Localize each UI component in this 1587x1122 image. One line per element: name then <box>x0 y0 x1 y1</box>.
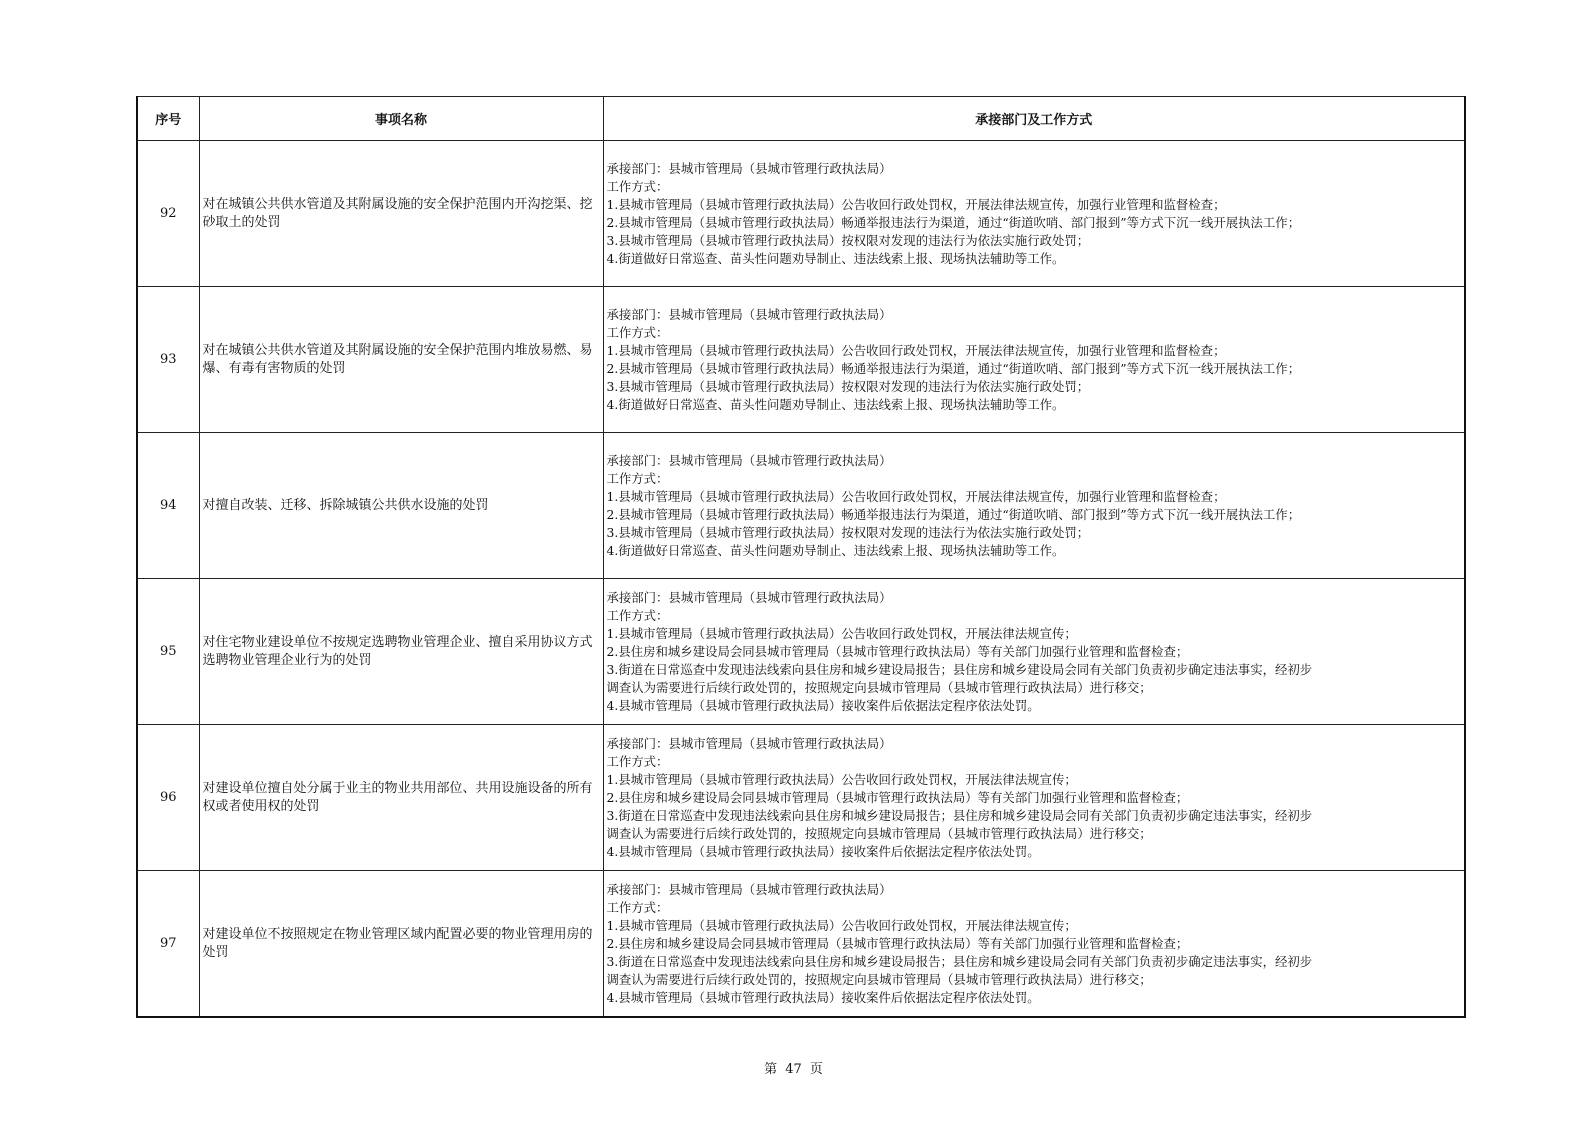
item-name: 对在城镇公共供水管道及其附属设施的安全保护范围内堆放易燃、易爆、有毒有害物质的处罚 <box>199 287 603 433</box>
dept-line: 工作方式： <box>606 324 669 340</box>
dept-line: 4.县城市管理局（县城市管理行政执法局）接收案件后依据法定程序依法处罚。 <box>606 843 1040 859</box>
dept-line: 2.县住房和城乡建设局会同县城市管理局（县城市管理行政执法局）等有关部门加强行业管理和监督检查； <box>606 643 1189 659</box>
dept-line: 1.县城市管理局（县城市管理行政执法局）公告收回行政处罚权，开展法律法规宣传； <box>606 625 1077 641</box>
dept-line: 工作方式： <box>606 470 669 486</box>
dept-line: 2.县住房和城乡建设局会同县城市管理局（县城市管理行政执法局）等有关部门加强行业管理和监督检查； <box>606 935 1189 951</box>
dept-line: 2.县住房和城乡建设局会同县城市管理局（县城市管理行政执法局）等有关部门加强行业管理和监督检查； <box>606 789 1189 805</box>
dept-line: 3.街道在日常巡查中发现违法线索向县住房和城乡建设局报告；县住房和城乡建设局会同有关部门负责初步确定违法事实，经初步 <box>606 807 1313 823</box>
table-row <box>137 141 1465 287</box>
table-row <box>137 871 1465 1018</box>
dept-line: 1.县城市管理局（县城市管理行政执法局）公告收回行政处罚权，开展法律法规宣传； <box>606 771 1077 787</box>
dept-and-method <box>603 141 1465 287</box>
dept-line: 3.街道在日常巡查中发现违法线索向县住房和城乡建设局报告；县住房和城乡建设局会同有关部门负责初步确定违法事实，经初步 <box>606 661 1313 677</box>
header-no: 序号 <box>137 97 199 141</box>
dept-line: 工作方式： <box>606 178 669 194</box>
dept-line: 4.街道做好日常巡查、苗头性问题劝导制止、违法线索上报、现场执法辅助等工作。 <box>606 542 1065 558</box>
header-dept: 承接部门及工作方式 <box>603 97 1465 141</box>
dept-line: 承接部门：县城市管理局（县城市管理行政执法局） <box>606 306 892 322</box>
dept-line: 承接部门：县城市管理局（县城市管理行政执法局） <box>606 452 892 468</box>
dept-line: 4.街道做好日常巡查、苗头性问题劝导制止、违法线索上报、现场执法辅助等工作。 <box>606 250 1065 266</box>
item-name: 对建设单位不按照规定在物业管理区域内配置必要的物业管理用房的处罚 <box>199 871 603 1018</box>
dept-line: 3.县城市管理局（县城市管理行政执法局）按权限对发现的违法行为依法实施行政处罚； <box>606 232 1090 248</box>
dept-line: 调查认为需要进行后续行政处罚的，按照规定向县城市管理局（县城市管理行政执法局）进行移交； <box>606 825 1152 841</box>
row-number: 94 <box>137 433 199 579</box>
dept-and-method <box>603 433 1465 579</box>
row-number: 95 <box>137 579 199 725</box>
item-name: 对擅自改装、迁移、拆除城镇公共供水设施的处罚 <box>199 433 603 579</box>
dept-line: 工作方式： <box>606 899 669 915</box>
header-name: 事项名称 <box>199 97 603 141</box>
dept-and-method <box>603 871 1465 1018</box>
dept-line: 3.县城市管理局（县城市管理行政执法局）按权限对发现的违法行为依法实施行政处罚； <box>606 524 1090 540</box>
dept-line: 2.县城市管理局（县城市管理行政执法局）畅通举报违法行为渠道，通过“街道吹哨、部门报到”等方式下沉一线开展执法工作； <box>606 506 1301 522</box>
dept-line: 1.县城市管理局（县城市管理行政执法局）公告收回行政处罚权，开展法律法规宣传； <box>606 917 1077 933</box>
items-table <box>136 96 1466 1018</box>
table-row <box>137 725 1465 871</box>
dept-line: 1.县城市管理局（县城市管理行政执法局）公告收回行政处罚权，开展法律法规宣传，加强行业管理和监督检查； <box>606 196 1226 212</box>
row-number: 93 <box>137 287 199 433</box>
dept-line: 调查认为需要进行后续行政处罚的，按照规定向县城市管理局（县城市管理行政执法局）进行移交； <box>606 971 1152 987</box>
row-number: 96 <box>137 725 199 871</box>
dept-line: 4.县城市管理局（县城市管理行政执法局）接收案件后依据法定程序依法处罚。 <box>606 697 1040 713</box>
row-number: 92 <box>137 141 199 287</box>
dept-line: 4.街道做好日常巡查、苗头性问题劝导制止、违法线索上报、现场执法辅助等工作。 <box>606 396 1065 412</box>
item-name: 对建设单位擅自处分属于业主的物业共用部位、共用设施设备的所有权或者使用权的处罚 <box>199 725 603 871</box>
row-number: 97 <box>137 871 199 1018</box>
dept-and-method <box>603 579 1465 725</box>
item-name: 对住宅物业建设单位不按规定选聘物业管理企业、擅自采用协议方式选聘物业管理企业行为的处罚 <box>199 579 603 725</box>
page-number: 第 47 页 <box>764 1062 823 1077</box>
dept-line: 3.县城市管理局（县城市管理行政执法局）按权限对发现的违法行为依法实施行政处罚； <box>606 378 1090 394</box>
dept-and-method <box>603 287 1465 433</box>
item-name: 对在城镇公共供水管道及其附属设施的安全保护范围内开沟挖渠、挖砂取土的处罚 <box>199 141 603 287</box>
dept-line: 承接部门：县城市管理局（县城市管理行政执法局） <box>606 735 892 751</box>
table-row <box>137 287 1465 433</box>
dept-line: 2.县城市管理局（县城市管理行政执法局）畅通举报违法行为渠道，通过“街道吹哨、部门报到”等方式下沉一线开展执法工作； <box>606 360 1301 376</box>
dept-line: 承接部门：县城市管理局（县城市管理行政执法局） <box>606 881 892 897</box>
dept-line: 工作方式： <box>606 753 669 769</box>
dept-line: 4.县城市管理局（县城市管理行政执法局）接收案件后依据法定程序依法处罚。 <box>606 989 1040 1005</box>
dept-line: 1.县城市管理局（县城市管理行政执法局）公告收回行政处罚权，开展法律法规宣传，加强行业管理和监督检查； <box>606 342 1226 358</box>
dept-line: 1.县城市管理局（县城市管理行政执法局）公告收回行政处罚权，开展法律法规宣传，加强行业管理和监督检查； <box>606 488 1226 504</box>
table-row <box>137 579 1465 725</box>
dept-line: 2.县城市管理局（县城市管理行政执法局）畅通举报违法行为渠道，通过“街道吹哨、部门报到”等方式下沉一线开展执法工作； <box>606 214 1301 230</box>
dept-line: 工作方式： <box>606 607 669 623</box>
dept-line: 调查认为需要进行后续行政处罚的，按照规定向县城市管理局（县城市管理行政执法局）进行移交； <box>606 679 1152 695</box>
dept-line: 承接部门：县城市管理局（县城市管理行政执法局） <box>606 160 892 176</box>
table-header-row <box>137 97 1465 141</box>
table-row <box>137 433 1465 579</box>
dept-line: 3.街道在日常巡查中发现违法线索向县住房和城乡建设局报告；县住房和城乡建设局会同有关部门负责初步确定违法事实，经初步 <box>606 953 1313 969</box>
dept-and-method <box>603 725 1465 871</box>
dept-line: 承接部门：县城市管理局（县城市管理行政执法局） <box>606 589 892 605</box>
